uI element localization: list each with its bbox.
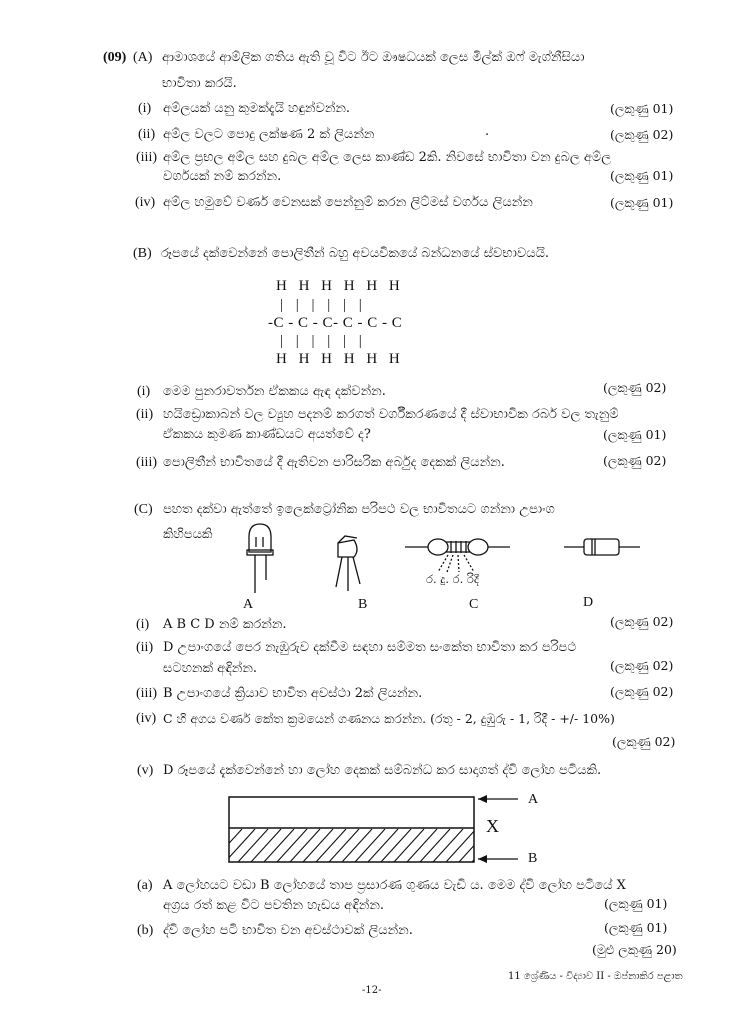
part-c-q1-marks: (ලකුණු 02) (610, 614, 674, 629)
hatch-line (459, 846, 474, 863)
part-c-q1-text: A B C D නම් කරන්න. (163, 617, 287, 632)
polymer-row-h-top: H H H H H H (276, 278, 404, 294)
hatch-line (290, 829, 320, 862)
part-c-q3-text: B උපාංගයේ ක්‍රියාව භාවිත අවස්ථා 2ක් ලියන්න. (163, 686, 423, 701)
polymer-row-h-bottom: H H H H H H (276, 351, 404, 367)
part-a-q2-marks: (ලකුණු 02) (610, 127, 674, 142)
part-c-qa-text2: අග්‍රය රත් කළ විට පවතින හැඩය අඳින්න. (163, 898, 385, 913)
part-c-qb-text: ද්වි ලෝහ පටි භාවිත වන අවස්ථාවක් ලියන්න. (163, 923, 413, 938)
part-c-q2-text2: සටහනක් අඳින්න. (163, 661, 258, 676)
part-c-q4-marks: (ලකුණු 02) (612, 734, 676, 749)
polymer-row-carbon-chain: -C - C - C- C - C - C (268, 315, 403, 331)
part-c-qb-marks: (ලකුණු 01) (604, 920, 668, 935)
part-b-q1-text: මෙම පුනරාවර්තන ඒකකය ඇඳ දක්වන්න. (163, 384, 386, 399)
part-b-q3-number: (iii) (136, 455, 157, 470)
part-c-qa-number: (a) (137, 878, 153, 893)
hatch-line (420, 829, 450, 862)
part-c-q5-text: D රූපයේ දැක්වෙන්නේ හා ලෝහ දෙකක් සම්බන්ධ කර සාදාගත් ද්වි ලෝහ පටියකි. (163, 763, 602, 778)
part-c-intro-line1: පහත දක්වා ඇත්තේ ඉලෙක්ට්‍රෝනික පරිපථ වල භාවිතයට ගන්නා උපාංග (163, 502, 555, 517)
strip-label-x: X (486, 816, 499, 836)
part-c-q5-number: (v) (137, 763, 154, 778)
hatch-line (277, 829, 307, 862)
hatch-line (446, 831, 474, 862)
part-a-q1-marks: (ලකුණු 01) (610, 101, 674, 116)
polymer-row-bonds-top: | | | | | | (280, 297, 367, 313)
part-b-q2-text1: හයිඩ්‍රොකාබන් වල ව්‍යුහ පදනම් කරගත් වර්ගීකරණයේ දී ස්වාභාවික රබර් වල තැනුම් (163, 407, 619, 422)
part-a-label: (A) (133, 50, 153, 65)
hatch-line (355, 829, 385, 862)
part-b-q2-number: (ii) (136, 407, 154, 422)
part-a-q4-number: (iv) (135, 195, 156, 210)
part-b-q2-text2: ඒකකය කුමණ කාණ්ඩයට අයත්වේ ද? (163, 427, 371, 442)
part-a-q2-dot: . (485, 124, 490, 139)
part-b-q3-marks: (ලකුණු 02) (603, 453, 667, 468)
component-label-d: D (583, 595, 594, 610)
question-number: (09) (103, 50, 127, 65)
component-label-c: C (469, 597, 479, 612)
hatch-line (342, 829, 372, 862)
hatch-line (238, 829, 268, 862)
part-a-q2-number: (ii) (138, 127, 156, 142)
part-c-label: (C) (134, 502, 153, 517)
hatch-line (229, 829, 242, 843)
part-a-intro-line2: භාවිතා කරයි. (162, 76, 237, 91)
footer-grade-subject: 11 ශ්‍රේණිය - විද්‍යාව II - ඔප්නාකිර පළාත (508, 971, 683, 982)
transistor-component-b (336, 536, 360, 591)
page-number: -12- (362, 985, 382, 996)
part-c-q4-number: (iv) (136, 711, 157, 726)
polymer-row-bonds-bottom: | | | | | | (280, 333, 367, 349)
hatch-line (251, 829, 281, 862)
part-c-intro-line2: කිහිපයකි (163, 527, 213, 542)
part-c-qa-marks: (ලකුණු 01) (604, 896, 668, 911)
part-c-qb-number: (b) (137, 923, 154, 938)
part-c-q3-number: (iii) (136, 686, 157, 701)
hatch-line (316, 829, 346, 862)
part-b-label: (B) (133, 246, 152, 261)
part-b-q3-text: පොලිතීන් භාවිතයේ දී ඇතිවන පාරිසරික අර්බුද දෙකක් ලියන්න. (163, 455, 505, 470)
hatch-line (229, 829, 255, 858)
total-marks: (මුළු ලකුණු 20) (592, 942, 677, 957)
component-label-b: B (358, 597, 368, 612)
hatch-line (329, 829, 359, 862)
component-label-a: A (243, 597, 254, 612)
part-a-intro-line1: ආමාශයේ ආම්ලික ගතිය ඇති වූ විට ඊට ඖෂධයක් ලෙස මිල්ක් ඔෆ් මැග්නීසියා (162, 50, 585, 65)
part-a-q2-text: අම්ල වලට පොදු ලක්ෂණ 2 ක් ලියන්න (163, 127, 375, 142)
part-b-q1-marks: (ලකුණු 02) (603, 380, 667, 395)
part-a-q1-text: අම්ලයක් යනු කුමක්දැයි හඳුන්වන්න. (163, 101, 351, 116)
part-c-q1-number: (i) (136, 617, 150, 632)
part-c-q2-number: (ii) (136, 640, 154, 655)
led-component-a (247, 524, 273, 593)
part-c-q2-marks: (ලකුණු 02) (610, 658, 674, 673)
part-b-q2-marks: (ලකුණු 01) (603, 427, 667, 442)
hatch-line (407, 829, 437, 862)
diode-component-d (564, 539, 640, 555)
hatch-line (303, 829, 333, 862)
part-c-q2-text1: D උපාංගයේ පෙර නැඹුරුව දක්වීම සඳහා සම්මත සංකේත භාවිතා කර පරිපථ (163, 640, 577, 655)
hatch-line (264, 829, 294, 862)
part-a-q4-marks: (ලකුණු 01) (610, 195, 674, 210)
part-a-q1-number: (i) (138, 101, 152, 116)
hatch-line (394, 829, 424, 862)
part-c-q3-marks: (ලකුණු 02) (610, 684, 674, 699)
hatch-line (368, 829, 398, 862)
part-b-q1-number: (i) (137, 384, 151, 399)
strip-label-a: A (528, 792, 539, 807)
hatch-line (381, 829, 411, 862)
part-b-intro: රූපයේ දක්වෙන්නේ පොලිතීන් බහු අවයවිකයේ බන්ධනයේ ස්වභාවයයි. (161, 246, 550, 261)
part-c-qa-text1: A ලෝහයට වඩා B ලෝහයේ තාප ප්‍රසාරණ ගුණය වැඩි ය. මෙම ද්වි ලෝහ පටියේ X (163, 878, 626, 893)
hatch-line (433, 829, 463, 862)
part-a-q3-number: (iii) (136, 150, 157, 165)
resistor-band-labels: ර. දු. ර. රිදී (426, 572, 479, 586)
part-a-q3-text1: අම්ල ප්‍රභල අම්ල සහ දුබල අම්ල ලෙස කාණ්ඩ 2කි. නිවසේ භාවිතා වන දුබල අම්ල (163, 150, 612, 165)
part-a-q3-text2: වර්ගයක් නම් කරන්න. (163, 169, 282, 184)
part-a-q3-marks: (ලකුණු 01) (610, 168, 674, 183)
part-a-q4-text: අම්ල හමුවේ වර්ණ වෙනසක් පෙන්නුම් කරන ලිට්මස් වර්ගය ලියන්න (163, 195, 533, 210)
part-c-q4-text: C හි අගය වර්ණ කේත ක්‍රමයෙන් ගණනය කරන්න. (රතු - 2, දුඹුරු - 1, රිදී - +/- 10%) (163, 711, 615, 726)
bimetallic-strip (229, 795, 518, 863)
resistor-component-c (405, 539, 510, 572)
strip-label-b: B (528, 851, 538, 866)
